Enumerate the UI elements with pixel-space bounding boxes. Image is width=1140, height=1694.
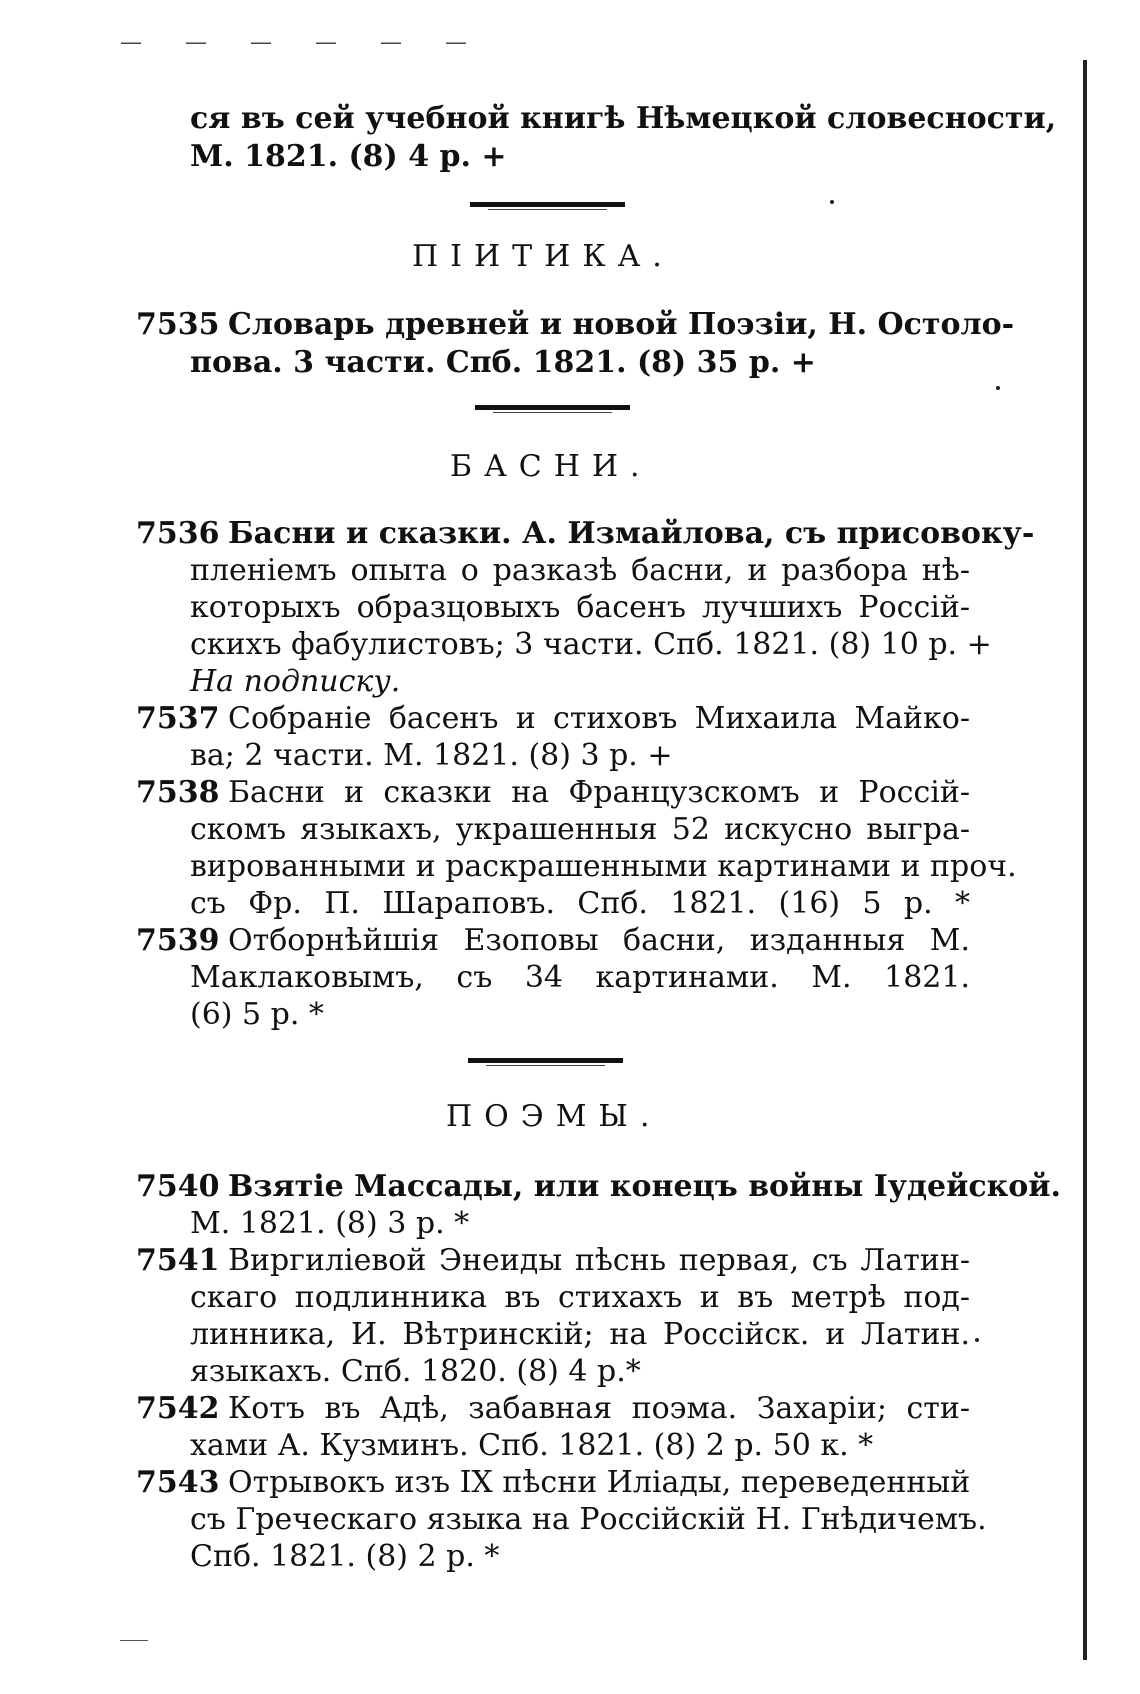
- entry-7538-line-4: съ Фр. П. Шараповъ. Спб. 1821. (16) 5 р. *: [190, 886, 970, 921]
- entry-7541-line-4: языкахъ. Спб. 1820. (8) 4 р.*: [190, 1354, 641, 1389]
- entry-7540-line-2: М. 1821. (8) 3 р. *: [190, 1206, 470, 1241]
- entry-7543-line-1: Отрывокъ изъ IX пѣсни Иліады, переведенный: [228, 1465, 971, 1500]
- entry-number-7535: 7535: [136, 307, 220, 342]
- entry-7543-line-2: съ Греческаго языка на Россійскій Н. Гнѣдичемъ.: [190, 1502, 987, 1537]
- entry-7537-line-2: ва; 2 части. М. 1821. (8) 3 р. +: [190, 738, 673, 773]
- entry-7537-line-1: Собраніе басенъ и стиховъ Михаила Майко-: [228, 701, 970, 736]
- entry-7538-line-3: вированными и раскрашенными картинами и проч.: [190, 849, 1017, 884]
- section-divider-1: [470, 202, 625, 207]
- section-heading-basni: БАСНИ.: [450, 449, 652, 484]
- intro-line-2: М. 1821. (8) 4 р. +: [190, 139, 507, 174]
- entry-7539-line-3: (6) 5 р. *: [190, 997, 324, 1032]
- page-edge-line: [1083, 60, 1087, 1660]
- entry-7540-line-1: Взятіе Массады, или конецъ войны Іудейской.: [228, 1169, 1061, 1204]
- entry-7536-line-4: скихъ фабулистовъ; 3 части. Спб. 1821. (8) 10 р. +: [190, 627, 992, 662]
- entry-number-7536: 7536: [136, 516, 220, 551]
- scan-mark: [120, 1640, 148, 1641]
- section-divider-3: [468, 1058, 623, 1063]
- entry-7542-line-1: Котъ въ Адѣ, забавная поэма. Захаріи; сти-: [228, 1391, 970, 1426]
- entry-7541-line-3: линника, И. Вѣтринскій; на Россійск. и Латин.: [190, 1317, 970, 1352]
- entry-7536-line-5: На подписку.: [190, 664, 401, 699]
- section-heading-piitika: ПІИТИКА.: [412, 239, 674, 274]
- scan-speck: [975, 1338, 979, 1342]
- entry-7536-line-3: которыхъ образцовыхъ басенъ лучшихъ Россій-: [190, 590, 970, 625]
- entry-number-7543: 7543: [136, 1465, 220, 1500]
- entry-number-7538: 7538: [136, 775, 220, 810]
- entry-number-7537: 7537: [136, 701, 220, 736]
- entry-number-7542: 7542: [136, 1391, 220, 1426]
- intro-line-1: ся въ сей учебной книгѣ Нѣмецкой словесности,: [190, 101, 1057, 136]
- section-divider-2: [475, 405, 630, 410]
- entry-number-7539: 7539: [136, 923, 220, 958]
- entry-7539-line-2: Маклаковымъ, съ 34 картинами. М. 1821.: [190, 960, 970, 995]
- entry-7541-line-1: Виргиліевой Энеиды пѣснь первая, съ Латин-: [228, 1243, 970, 1278]
- entry-7535-line-1: Словарь древней и новой Поэзіи, Н. Остоло-: [228, 307, 1015, 342]
- cropped-header-fragment: — — — — — —: [120, 30, 485, 52]
- entry-7538-line-2: скомъ языкахъ, украшенныя 52 искусно выгра-: [190, 812, 970, 847]
- entry-7539-line-1: Отборнѣйшія Езоповы басни, изданныя М.: [228, 923, 970, 958]
- entry-number-7540: 7540: [136, 1169, 220, 1204]
- scan-speck: [996, 386, 1000, 390]
- entry-7542-line-2: хами А. Кузминъ. Спб. 1821. (8) 2 р. 50 к. *: [190, 1428, 874, 1463]
- entry-7541-line-2: скаго подлинника въ стихахъ и въ метрѣ под-: [190, 1280, 970, 1315]
- entry-7536-line-2: пленіемъ опыта о разказѣ басни, и разбора нѣ-: [190, 553, 970, 588]
- entry-7543-line-3: Спб. 1821. (8) 2 р. *: [190, 1539, 500, 1574]
- entry-number-7541: 7541: [136, 1243, 220, 1278]
- entry-7536-line-1: Басни и сказки. А. Измайлова, съ присовоку-: [228, 516, 1035, 551]
- section-heading-poemy: ПОЭМЫ.: [446, 1099, 662, 1134]
- entry-7535-line-2: пова. 3 части. Спб. 1821. (8) 35 р. +: [190, 345, 816, 380]
- scan-speck: [830, 200, 834, 204]
- entry-7538-line-1: Басни и сказки на Французскомъ и Россій-: [228, 775, 970, 810]
